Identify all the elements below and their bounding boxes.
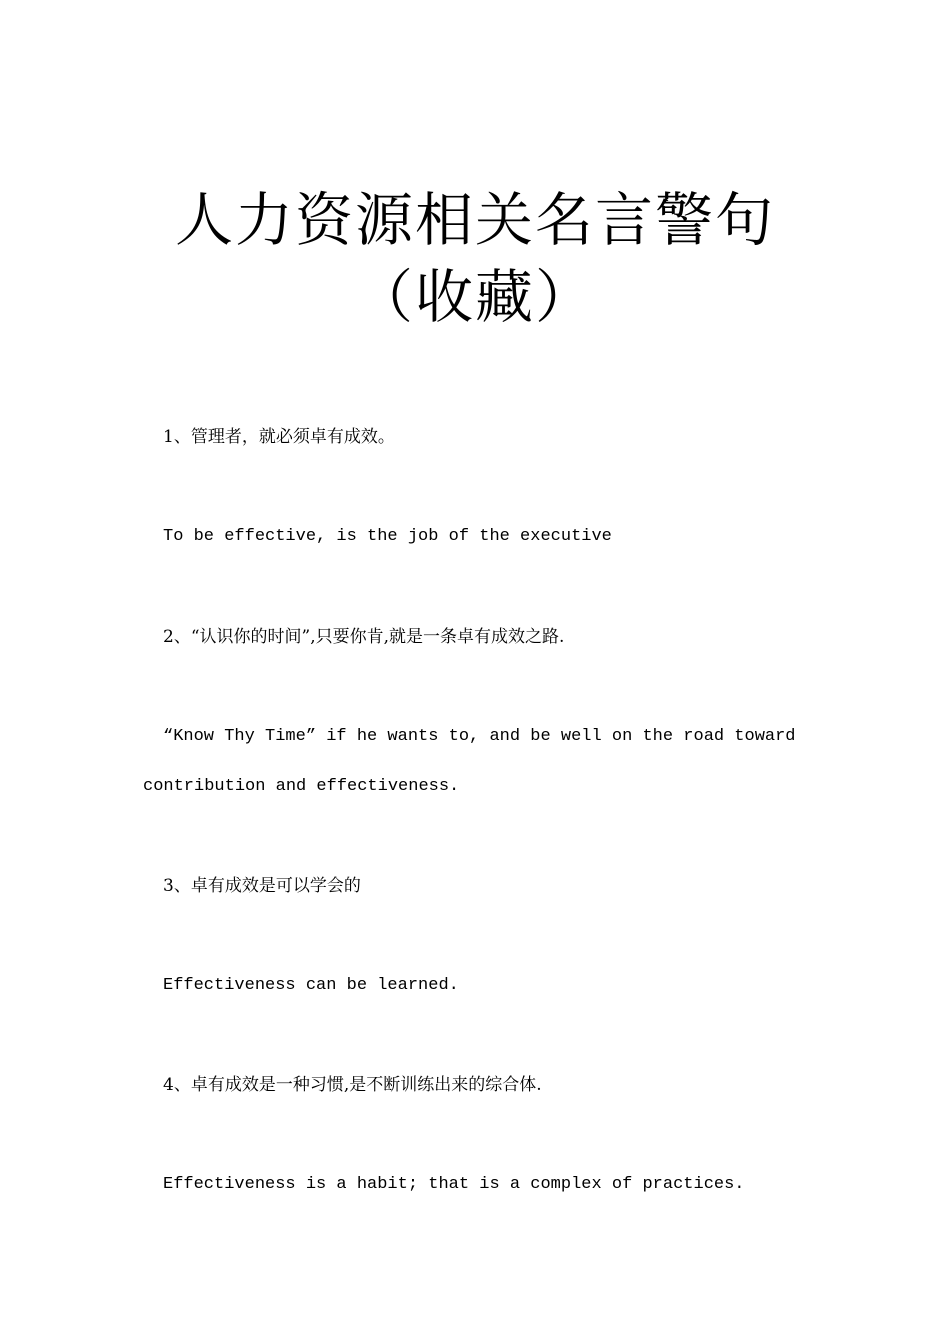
quote-3-chinese: 3、卓有成效是可以学会的 — [163, 876, 361, 896]
quote-1-chinese: 1、管理者，就必须卓有成效。 — [163, 427, 395, 447]
quote-2-chinese: 2、“认识你的时间”,只要你肯,就是一条卓有成效之路. — [163, 627, 565, 647]
document-subtitle: （收藏） — [354, 263, 595, 331]
quote-3-english: Effectiveness can be learned. — [163, 976, 459, 995]
document-title: 人力资源相关名言警句 — [174, 186, 775, 254]
quote-2-english: “Know Thy Time” if he wants to, and be well on the road toward contribution and effectiveness. — [143, 727, 796, 796]
quote-4-chinese: 4、卓有成效是一种习惯,是不断训练出来的综合体. — [163, 1075, 542, 1095]
quote-4-english: Effectiveness is a habit; that is a complex of practices. — [163, 1175, 745, 1194]
quote-1-english: To be effective, is the job of the executive — [163, 527, 612, 546]
